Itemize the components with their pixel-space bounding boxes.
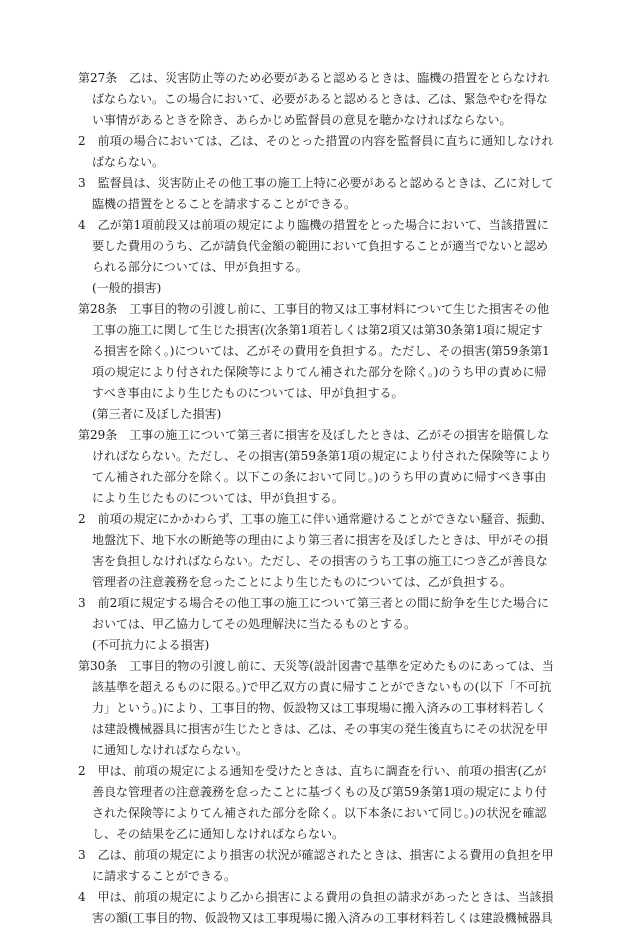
article-30-paragraph-4: 4 甲は、前項の規定により乙から損害による費用の負担の請求があったときは、当該損害の額(工事目的物、仮設物又は工事現場に搬入済みの工事材料若しくは建設機械器具 xyxy=(78,890,554,925)
article-29-paragraph-3: 3 前2項に規定する場合その他工事の施工について第三者との間に紛争を生じた場合においては、甲乙協力してその処理解決に当たるものとする。 xyxy=(78,596,550,631)
document-body xyxy=(78,68,554,929)
article-29-paragraph-2: 2 前項の規定にかかわらず、工事の施工に伴い通常避けることができない騒音、振動、地盤沈下、地下水の断絶等の理由により第三者に損害を及ぼしたときは、甲がその損害を負担しなければならない。ただし、その損害のうち工事の施工につき乙が善良な管理者の注意義務を怠ったことにより生じたものについては、乙が負担する。 xyxy=(78,512,553,589)
article-28-caption: (一般的損害) xyxy=(92,281,162,295)
article-27: 第27条 乙は、災害防止等のため必要があると認めるときは、臨機の措置をとらなければならない。この場合において、必要があると認めるときは、乙は、緊急やむを得ない事情があるときを除き、あらかじめ監督員の意見を聴かなければならない。 xyxy=(78,71,550,127)
article-28: 第28条 工事目的物の引渡し前に、工事目的物又は工事材料について生じた損害その他工事の施工に関して生じた損害(次条第1項若しくは第2項又は第30条第1項に規定する損害を除く。)については、乙がその費用を負担する。ただし、その損害(第59条第1項の規定により付された保険等によりてん補された部分を除く。)のうち甲の責めに帰すべき事由により生じたものについては、甲が負担する。 xyxy=(78,302,550,400)
article-29: 第29条 工事の施工について第三者に損害を及ぼしたときは、乙がその損害を賠償しなければならない。ただし、その損害(第59条第1項の規定により付された保険等によりてん補された部分を除く。以下この条において同じ。)のうち甲の責めに帰すべき事由により生じたものについては、甲が負担する。 xyxy=(78,428,552,505)
article-27-paragraph-2: 2 前項の場合においては、乙は、そのとった措置の内容を監督員に直ちに通知しなければならない。 xyxy=(78,134,554,169)
article-30-caption: (不可抗力による損害) xyxy=(92,638,210,652)
article-30-paragraph-3: 3 乙は、前項の規定により損害の状況が確認されたときは、損害による費用の負担を甲に請求することができる。 xyxy=(78,848,554,883)
article-30-paragraph-2: 2 甲は、前項の規定による通知を受けたときは、直ちに調査を行い、前項の損害(乙が善良な管理者の注意義務を怠ったことに基づくもの及び第59条第1項の規定により付された保険等によりてん補された部分を除く。以下本条において同じ。)の状況を確認し、その結果を乙に通知しなければならない。 xyxy=(78,764,547,841)
article-30: 第30条 工事目的物の引渡し前に、天災等(設計図書で基準を定めたものにあっては、当該基準を超えるものに限る。)で甲乙双方の責に帰すことができないもの(以下「不可抗力」という。)により、工事目的物、仮設物又は工事現場に搬入済みの工事材料若しくは建設機械器具に損害が生じたときは、乙は、その事実の発生後直ちにその状況を甲に通知しなければならない。 xyxy=(78,659,554,757)
article-27-paragraph-4: 4 乙が第1項前段又は前項の規定により臨機の措置をとった場合において、当該措置に要した費用のうち、乙が請負代金額の範囲において負担することが適当でないと認められる部分については、甲が負担する。 xyxy=(78,218,549,274)
article-27-paragraph-3: 3 監督員は、災害防止その他工事の施工上特に必要があると認めるときは、乙に対して臨機の措置をとることを請求することができる。 xyxy=(78,176,554,211)
article-29-caption: (第三者に及ぼした損害) xyxy=(92,407,222,421)
